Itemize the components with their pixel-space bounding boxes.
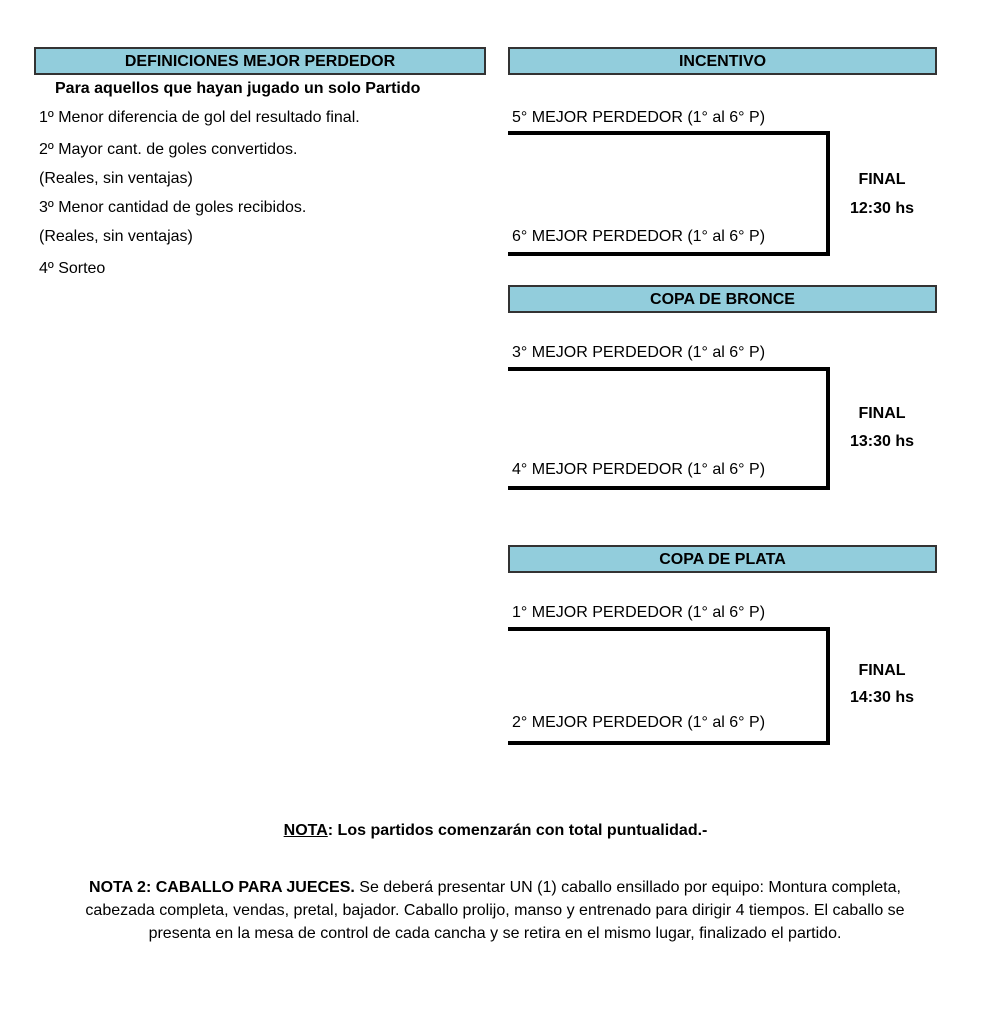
definitions-subtitle: Para aquellos que hayan jugado un solo Partido <box>55 80 421 97</box>
plata-bottom-team: 2° MEJOR PERDEDOR (1° al 6° P) <box>512 714 766 731</box>
bronce-top-team: 3° MEJOR PERDEDOR (1° al 6° P) <box>512 344 766 361</box>
definitions-header: DEFINICIONES MEJOR PERDEDOR <box>34 47 486 75</box>
bronce-final-time: 13:30 hs <box>849 433 915 450</box>
nota-label: NOTA <box>283 822 328 839</box>
bronce-final-label: FINAL <box>858 405 906 422</box>
nota-line <box>0 822 991 840</box>
bronce-bottom-team: 4° MEJOR PERDEDOR (1° al 6° P) <box>512 461 766 478</box>
nota-text: : Los partidos comenzarán con total puntualidad.- <box>327 822 708 839</box>
bronce-header: COPA DE BRONCE <box>508 285 937 313</box>
definition-item-3: 3º Menor cantidad de goles recibidos. <box>39 199 307 216</box>
incentivo-final-time: 12:30 hs <box>849 200 915 217</box>
definition-item-2-note: (Reales, sin ventajas) <box>39 170 193 187</box>
nota2-text: Se deberá presentar UN (1) caballo ensillado por equipo: Montura completa, cabezada completa, vendas, pretal, bajador. Caballo prolijo, manso y entrenado para dirigir 4 tiempos. El caballo se presenta en la mesa de control de cada cancha y se retira en el mismo lugar, finalizado el partido. <box>85 879 905 942</box>
nota2-title: NOTA 2: CABALLO PARA JUECES. <box>89 879 355 896</box>
incentivo-header: INCENTIVO <box>508 47 937 75</box>
incentivo-top-team: 5° MEJOR PERDEDOR (1° al 6° P) <box>512 109 766 126</box>
definition-item-2: 2º Mayor cant. de goles convertidos. <box>39 141 298 158</box>
plata-top-team: 1° MEJOR PERDEDOR (1° al 6° P) <box>512 604 766 621</box>
plata-header: COPA DE PLATA <box>508 545 937 573</box>
nota2-paragraph <box>60 876 930 945</box>
definition-item-1: 1º Menor diferencia de gol del resultado final. <box>39 109 360 126</box>
plata-final-time: 14:30 hs <box>849 689 915 706</box>
incentivo-bottom-team: 6° MEJOR PERDEDOR (1° al 6° P) <box>512 228 766 245</box>
incentivo-final-label: FINAL <box>858 171 906 188</box>
plata-final-label: FINAL <box>858 662 906 679</box>
definition-item-4: 4º Sorteo <box>39 260 106 277</box>
definition-item-3-note: (Reales, sin ventajas) <box>39 228 193 245</box>
